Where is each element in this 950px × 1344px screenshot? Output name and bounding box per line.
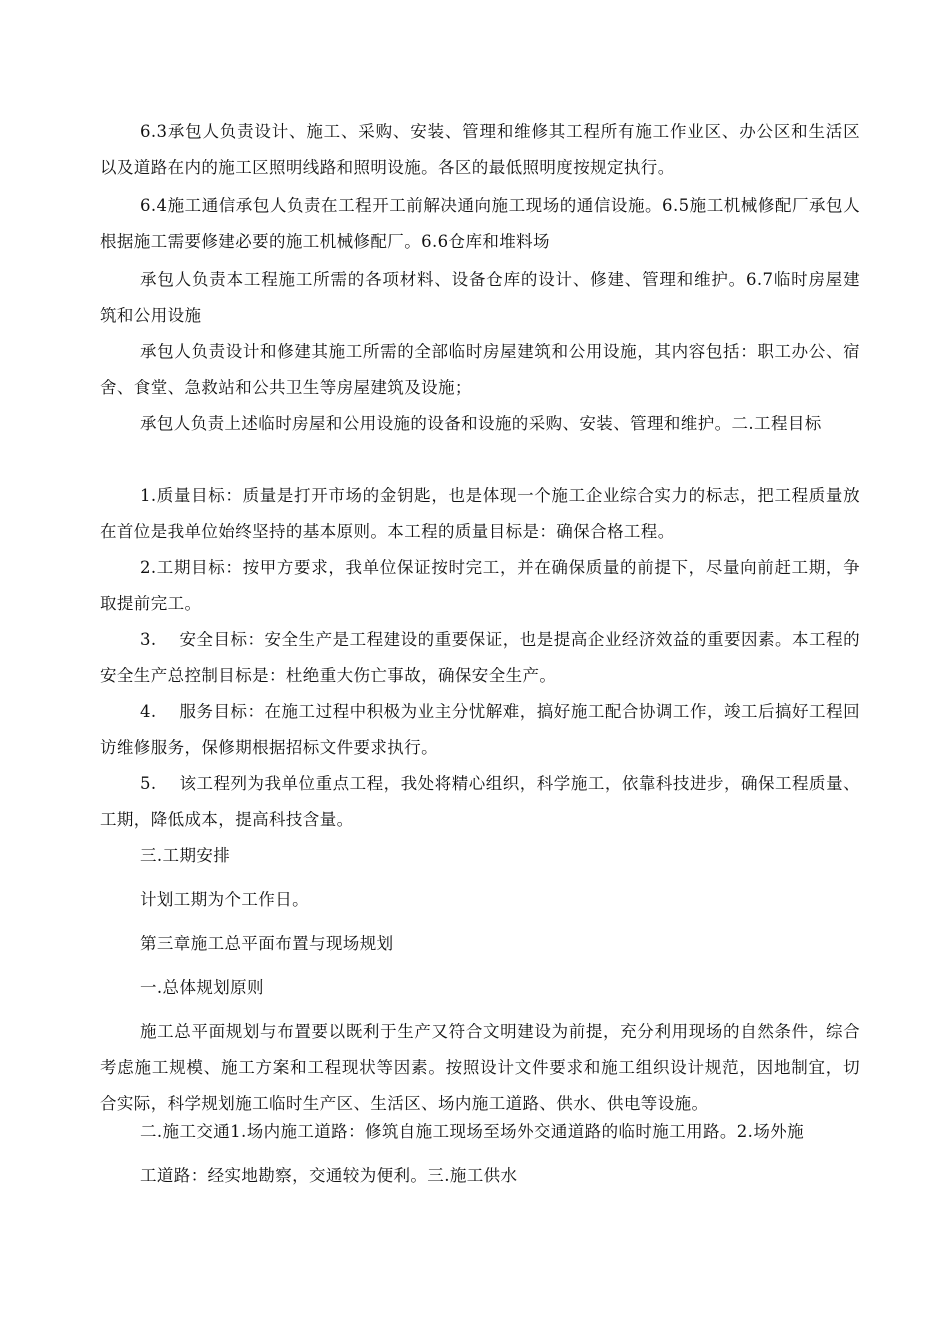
paragraph-planned-duration: 计划工期为个工作日。 (140, 890, 309, 909)
paragraph-safety-goal: 3. 安全目标：安全生产是工程建设的重要保证，也是提高企业经济效益的重要因素。本工程的安全生产总控制目标是：杜绝重大伤亡事故，确保安全生产。 (100, 630, 860, 685)
paragraph-schedule-goal: 2.工期目标：按甲方要求，我单位保证按时完工，并在确保质量的前提下，尽量向前赶工期，争取提前完工。 (100, 558, 860, 613)
paragraph-quality-goal: 1.质量目标：质量是打开市场的金钥匙，也是体现一个施工企业综合实力的标志，把工程质量放在首位是我单位始终坚持的基本原则。本工程的质量目标是：确保合格工程。 (100, 486, 860, 541)
paragraph-service-goal: 4. 服务目标：在施工过程中积极为业主分忧解难，搞好施工配合协调工作，竣工后搞好工程回访维修服务，保修期根据招标文件要求执行。 (100, 702, 860, 757)
paragraph-site-layout: 施工总平面规划与布置要以既利于生产又符合文明建设为前提，充分利用现场的自然条件，综合考虑施工规模、施工方案和工程现状等因素。按照设计文件要求和施工组织设计规范，因地制宜，切合实际，科学规划施工临时生产区、生活区、场内施工道路、供水、供电等设施。 (100, 1022, 860, 1113)
paragraph-6-4: 6.4施工通信承包人负责在工程开工前解决通向施工现场的通信设施。6.5施工机械修配厂承包人根据施工需要修建必要的施工机械修配厂。6.6仓库和堆料场 (100, 196, 860, 251)
heading-chapter-three: 第三章施工总平面布置与现场规划 (140, 934, 394, 953)
paragraph-maintenance: 承包人负责上述临时房屋和公用设施的设备和设施的采购、安装、管理和维护。二.工程目标 (140, 414, 822, 433)
heading-planning-principles: 一.总体规划原则 (140, 978, 264, 997)
paragraph-water-supply: 工道路：经实地勘察，交通较为便利。三.施工供水 (140, 1166, 518, 1185)
paragraph-warehouse: 承包人负责本工程施工所需的各项材料、设备仓库的设计、修建、管理和维护。6.7临时房屋建筑和公用设施 (100, 270, 860, 325)
heading-schedule: 三.工期安排 (140, 846, 231, 865)
paragraph-temporary-buildings: 承包人负责设计和修建其施工所需的全部临时房屋建筑和公用设施，其内容包括：职工办公、宿舍、食堂、急救站和公共卫生等房屋建筑及设施； (100, 342, 860, 397)
paragraph-construction-traffic: 二.施工交通1.场内施工道路：修筑自施工现场至场外交通道路的临时施工用路。2.场外施 (140, 1122, 805, 1141)
paragraph-6-3: 6.3承包人负责设计、施工、采购、安装、管理和维修其工程所有施工作业区、办公区和生活区以及道路在内的施工区照明线路和照明设施。各区的最低照明度按规定执行。 (100, 122, 860, 177)
paragraph-key-project: 5. 该工程列为我单位重点工程，我处将精心组织，科学施工，依靠科技进步，确保工程质量、工期，降低成本，提高科技含量。 (100, 774, 860, 829)
